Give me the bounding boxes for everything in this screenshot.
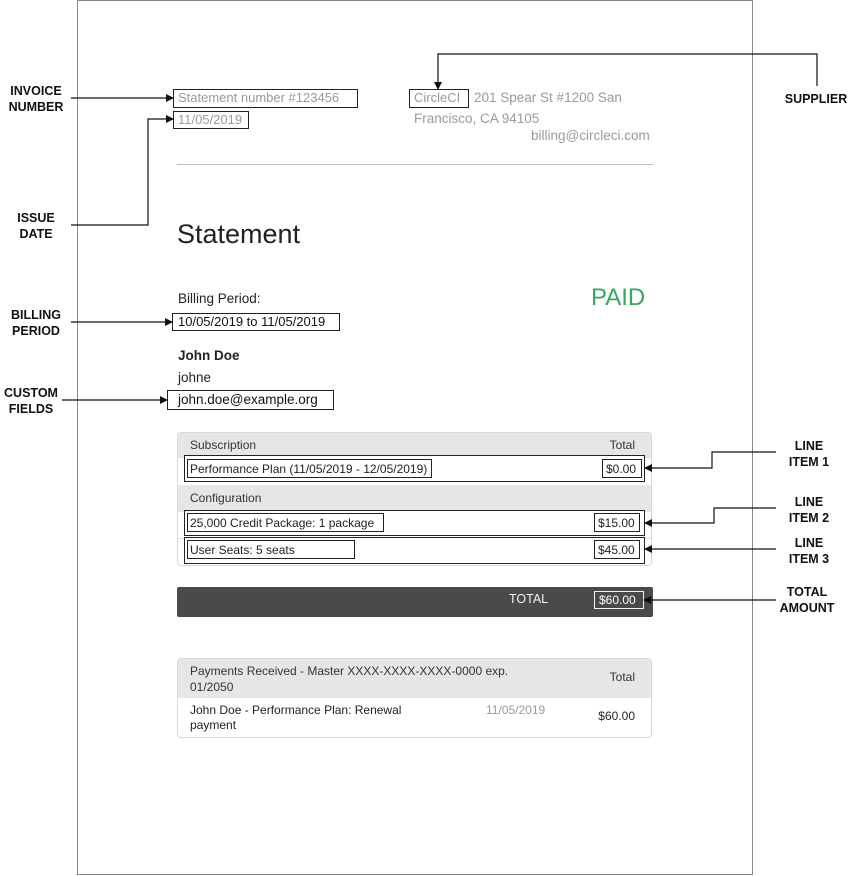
annotation-line-item-2-line2: ITEM 2 — [788, 511, 830, 525]
payment-date: 11/05/2019 — [486, 703, 546, 717]
supplier-address-line2: Francisco, CA 94105 — [414, 111, 540, 126]
payments-col-total: Total — [609, 670, 635, 684]
annotation-total-amount-line1: TOTAL — [786, 585, 828, 599]
line-item-3-amount: $45.00 — [598, 543, 635, 557]
header-divider — [177, 164, 653, 165]
annotation-supplier — [778, 91, 850, 107]
customer-username: johne — [178, 370, 212, 385]
payments-header-line2: 01/2050 — [190, 680, 234, 694]
issue-date: 11/05/2019 — [178, 112, 243, 127]
annotation-issue-date-line2: DATE — [19, 227, 53, 241]
table-row — [178, 698, 651, 738]
status-paid: PAID — [591, 284, 646, 311]
total-bar — [177, 587, 653, 617]
line-items-header — [178, 433, 651, 457]
annotation-invoice-number — [4, 83, 68, 115]
annotation-line-item-3 — [776, 535, 842, 567]
payments-table — [177, 658, 652, 738]
annotation-supplier-line1: SUPPLIER — [784, 92, 848, 106]
annotation-billing-period — [4, 307, 68, 339]
customer-email: john.doe@example.org — [178, 392, 318, 407]
annotation-line-item-3-line2: ITEM 3 — [788, 552, 830, 566]
billing-period-label: Billing Period: — [178, 291, 261, 306]
line-item-2-amount: $15.00 — [598, 516, 635, 530]
annotation-billing-period-line2: PERIOD — [12, 324, 60, 338]
billing-period-value: 10/05/2019 to 11/05/2019 — [178, 314, 326, 329]
section-configuration: Configuration — [190, 491, 262, 505]
supplier-email: billing@circleci.com — [531, 128, 650, 143]
customer-name: John Doe — [178, 348, 240, 363]
annotation-invoice-number-line2: NUMBER — [8, 100, 64, 114]
total-amount: $60.00 — [599, 593, 636, 607]
payments-header-line1: Payments Received - Master XXXX-XXXX-XXXX-0000 exp. — [190, 664, 509, 678]
line-item-1-description: Performance Plan (11/05/2019 - 12/05/2019) — [190, 462, 428, 476]
statement-number: Statement number #123456 — [178, 90, 340, 105]
annotation-line-item-3-line1: LINE — [794, 536, 824, 550]
annotation-line-item-1-line2: ITEM 1 — [788, 455, 830, 469]
annotation-total-amount-line2: AMOUNT — [779, 601, 835, 615]
col-subscription: Subscription — [190, 438, 257, 452]
page-title: Statement — [177, 219, 301, 249]
supplier-name: CircleCI — [414, 90, 461, 105]
payment-description-line2: payment — [190, 718, 237, 732]
total-label: TOTAL — [509, 592, 549, 606]
line-item-3-description: User Seats: 5 seats — [190, 543, 295, 557]
annotation-issue-date-line1: ISSUE — [17, 211, 55, 225]
annotation-line-item-1-line1: LINE — [794, 439, 824, 453]
supplier-address-line1: 201 Spear St #1200 San — [474, 90, 622, 105]
annotation-custom-fields — [0, 385, 62, 417]
col-total: Total — [609, 438, 635, 452]
annotation-custom-fields-line2: FIELDS — [8, 402, 54, 416]
payments-header — [178, 659, 651, 698]
annotation-line-item-1 — [776, 438, 842, 470]
configuration-section-header — [178, 485, 651, 511]
annotation-line-item-2-line1: LINE — [794, 495, 824, 509]
annotation-invoice-number-line1: INVOICE — [10, 84, 62, 98]
payment-description-line1: John Doe - Performance Plan: Renewal — [190, 703, 402, 717]
annotation-custom-fields-line1: CUSTOM — [4, 386, 58, 400]
annotation-issue-date — [4, 210, 68, 242]
line-item-1-amount: $0.00 — [606, 462, 637, 476]
annotation-billing-period-line1: BILLING — [11, 308, 61, 322]
annotation-line-item-2 — [776, 494, 842, 526]
payment-amount: $60.00 — [598, 709, 635, 723]
line-item-2-description: 25,000 Credit Package: 1 package — [190, 516, 375, 530]
annotation-total-amount — [774, 584, 840, 616]
